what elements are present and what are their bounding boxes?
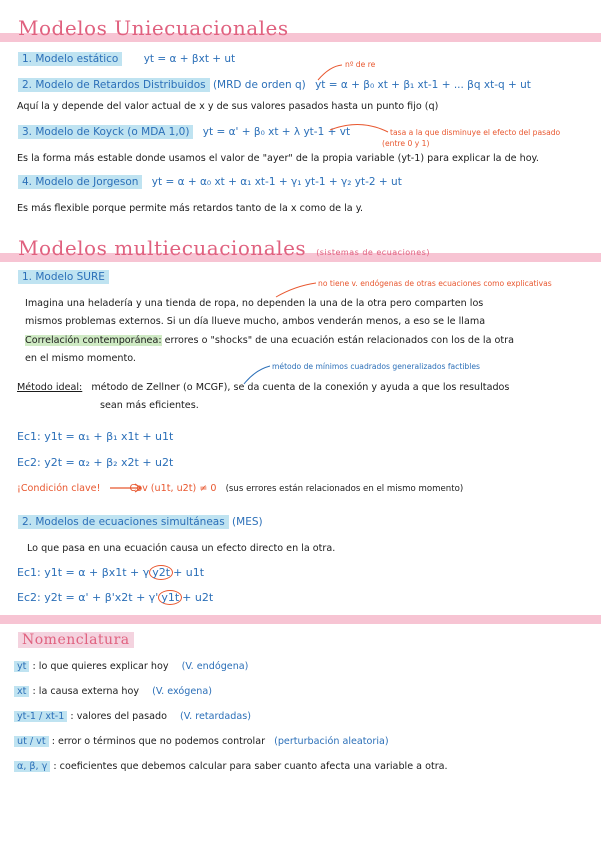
item4-row <box>14 175 406 189</box>
item4-label: 4. Modelo de Jorgeson <box>18 175 142 189</box>
mes-ec1-a: Ec1: y1t = α + βx1t + γ <box>17 566 150 579</box>
nom-key: yt <box>14 661 29 672</box>
nom-row <box>14 735 389 748</box>
nom-tag: (V. retardadas) <box>180 711 251 722</box>
correlacion-text-2: en el mismo momento. <box>25 353 136 364</box>
nom-row <box>14 660 248 673</box>
item4-text: Es más flexible porque permite más retardos tanto de la x como de la y. <box>17 203 364 214</box>
sure-ec1: Ec1: y1t = α₁ + β₁ x1t + u1t <box>17 430 174 443</box>
nom-key: yt-1 / xt-1 <box>14 711 67 722</box>
sure-text-1: Imagina una heladería y una tienda de ropa, no dependen la una de la otra pero comparten los <box>25 298 484 309</box>
arrow-to-endog <box>276 283 316 297</box>
section2-subtitle: (sistemas de ecuaciones) <box>316 248 430 257</box>
note-entre: (entre 0 y 1) <box>382 139 430 148</box>
nom-key: α, β, γ <box>14 761 50 772</box>
nom-text: : lo que quieres explicar hoy <box>32 661 169 672</box>
nomenclatura-label: Nomenclatura <box>18 632 134 648</box>
note-numero-re: nº de re <box>345 60 376 69</box>
ideal-row <box>17 381 509 394</box>
section-title-nomenclatura <box>18 632 134 648</box>
item2-row <box>14 78 535 92</box>
mes-label: 2. Modelos de ecuaciones simultáneas <box>18 515 229 529</box>
nom-row <box>14 760 448 773</box>
section-title-multiecuacionales <box>18 236 430 260</box>
mes-ec2-b: + u2t <box>182 591 214 604</box>
note-mcg: método de mínimos cuadrados generalizados factibles <box>272 362 480 371</box>
item1-equation: yt = α + βxt + ut <box>143 53 236 65</box>
section-title-uniecuacionales: Modelos Uniecuacionales <box>18 16 289 40</box>
item2-label: 2. Modelo de Retardos Distribuidos <box>18 78 210 92</box>
mes-ec1-circled: y2t <box>149 565 173 580</box>
mes-ec2 <box>17 591 213 604</box>
nom-tag: (V. exógena) <box>152 686 212 697</box>
condicion-eq: Cov (u1t, u2t) ≠ 0 <box>129 483 217 494</box>
mes-ec2-circled: y1t <box>158 590 182 605</box>
mes-row <box>14 515 267 529</box>
section2-title-text: Modelos multiecuacionales <box>18 236 307 260</box>
ideal-label: Método ideal: <box>17 382 83 393</box>
item1-row <box>14 52 239 66</box>
sure-text-2: mismos problemas externos. Si un día llueve mucho, ambos venderán menos, a eso se le llama <box>25 316 486 327</box>
nom-key: ut / vt <box>14 736 49 747</box>
ideal-text-2: sean más eficientes. <box>100 400 199 411</box>
mes-ec2-a: Ec2: y2t = α' + β'x2t + γ' <box>17 591 159 604</box>
nom-row <box>14 710 251 723</box>
item3-text: Es la forma más estable donde usamos el valor de "ayer" de la propia variable (yt-1) para explicar la de hoy. <box>17 153 539 164</box>
item1-label: 1. Modelo estático <box>18 52 122 66</box>
nom-text: : valores del pasado <box>70 711 167 722</box>
item3-label: 3. Modelo de Koyck (o MDA 1,0) <box>18 125 193 139</box>
sure-ec2: Ec2: y2t = α₂ + β₂ x2t + u2t <box>17 456 174 469</box>
nom-text: : la causa externa hoy <box>32 686 140 697</box>
correlacion-text: errores o "shocks" de una ecuación están relacionados con los de la otra <box>164 335 514 346</box>
nom-text: : error o términos que no podemos controlar <box>51 736 266 747</box>
nom-tag: (perturbación aleatoria) <box>274 736 389 747</box>
condicion-text: (sus errores están relacionados en el mismo momento) <box>225 484 464 494</box>
nom-text: : coeficientes que debemos calcular para saber cuanto afecta una variable a otra. <box>53 761 448 772</box>
ideal-text-1: método de Zellner (o MCGF), se da cuenta de la conexión y ayuda a que los resultados <box>91 382 510 393</box>
mes-ec1 <box>17 566 204 579</box>
item3-equation: yt = α' + β₀ xt + λ yt-1 + vt <box>202 126 351 138</box>
item4-equation: yt = α + α₀ xt + α₁ xt-1 + γ₁ yt-1 + γ₂ yt-2 + ut <box>151 176 402 188</box>
condicion-row <box>17 482 463 496</box>
nom-key: xt <box>14 686 29 697</box>
mes-ec1-b: + u1t <box>173 566 205 579</box>
item3-row <box>14 125 354 139</box>
sure-label: 1. Modelo SURE <box>18 270 109 284</box>
item2-text: Aquí la y depende del valor actual de x y de sus valores pasados hasta un punto fijo (q) <box>17 101 439 112</box>
sure-row <box>14 270 113 284</box>
item2-equation: yt = α + β₀ xt + β₁ xt-1 + ... βq xt-q + ut <box>315 79 531 91</box>
condicion-label: ¡Condición clave! <box>17 483 101 494</box>
nom-tag: (V. endógena) <box>181 661 249 672</box>
mes-text: Lo que pasa en una ecuación causa un efecto directo en la otra. <box>27 543 336 554</box>
correlacion-label: Correlación contemporánea: <box>25 335 162 346</box>
title-highlight-band-3 <box>0 615 601 624</box>
nom-row <box>14 685 212 698</box>
mes-abbr: (MES) <box>232 516 263 528</box>
correlacion-row <box>25 334 514 347</box>
note-endogenas: no tiene v. endógenas de otras ecuaciones como explicativas <box>318 279 552 288</box>
item2-mrd: (MRD de orden q) <box>212 79 306 91</box>
note-tasa: tasa a la que disminuye el efecto del pasado <box>390 128 561 137</box>
